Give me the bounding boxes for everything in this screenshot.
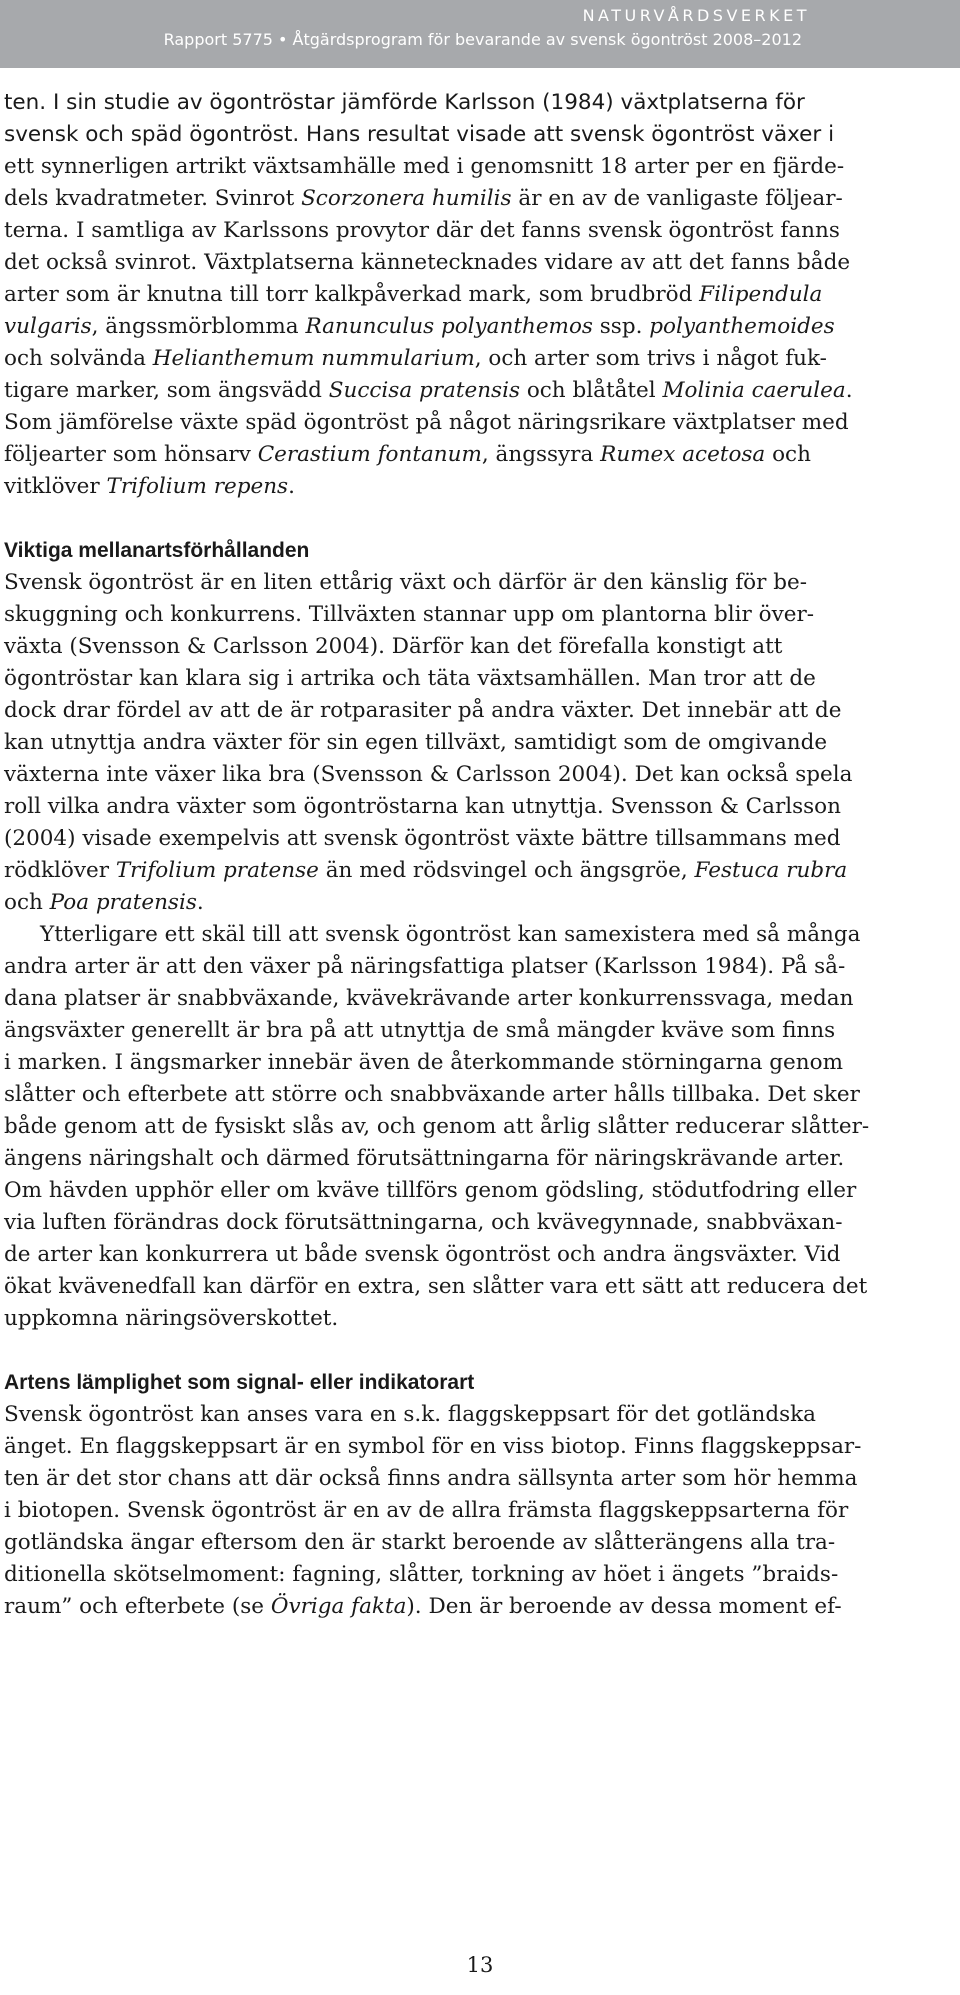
text-line: de arter kan konkurrera ut både svensk ögontröst och andra ängsväxter. Vid: [4, 1242, 841, 1267]
text-line: både genom att de fysiskt slås av, och genom att årlig slåtter reducerar slåtter-: [4, 1114, 870, 1139]
section-heading: Viktiga mellanartsförhållanden: [4, 539, 310, 562]
section-interspecific-relations: [0, 535, 940, 1335]
text-line: ökat kvävenedfall kan därför en extra, sen slåtter vara ett sätt att reducera det: [4, 1274, 868, 1299]
spacer: [0, 503, 940, 535]
text-line: ögontröstar kan klara sig i artrika och täta växtsamhällen. Man tror att de: [4, 666, 816, 691]
text-line: vulgaris, ängssmörblomma Ranunculus polyanthemos ssp. polyanthemoides: [4, 314, 835, 339]
text-line: dels kvadratmeter. Svinrot Scorzonera humilis är en av de vanligaste följear-: [4, 186, 843, 211]
text-line: andra arter är att den växer på näringsfattiga platser (Karlsson 1984). På så-: [4, 954, 846, 979]
text-line: slåtter och efterbete att större och snabbväxande arter hålls tillbaka. Det sker: [4, 1082, 860, 1107]
text-line: ditionella skötselmoment: fagning, slåtter, torkning av höet i ängets ”braids-: [4, 1562, 839, 1587]
text-line: Om hävden upphör eller om kväve tillförs genom gödsling, stödutfodring eller: [4, 1178, 857, 1203]
text-line: i biotopen. Svensk ögontröst är en av de allra främsta flaggskeppsarterna för: [4, 1498, 849, 1523]
text-line: växta (Svensson & Carlsson 2004). Därför kan det förefalla konstigt att: [4, 634, 783, 659]
text-line: (2004) visade exempelvis att svensk ögontröst växte bättre tillsammans med: [4, 826, 841, 851]
text-line: via luften förändras dock förutsättningarna, och kvävegynnade, snabbväxan-: [4, 1210, 843, 1235]
text-line: svensk och späd ögontröst. Hans resultat visade att svensk ögontröst växer i: [4, 122, 835, 147]
text-line: Som jämförelse växte späd ögontröst på något näringsrikare växtplatser med: [4, 410, 849, 435]
text-line: skuggning och konkurrens. Tillväxten stannar upp om plantorna blir över-: [4, 602, 815, 627]
text-line: kan utnyttja andra växter för sin egen tillväxt, samtidigt som de omgivande: [4, 730, 828, 755]
text-line: roll vilka andra växter som ögontröstarna kan utnyttja. Svensson & Carlsson: [4, 794, 841, 819]
text-line: änget. En flaggskeppsart är en symbol för en viss biotop. Finns flaggskeppsar-: [4, 1434, 862, 1459]
text-line: Ytterligare ett skäl till att svensk ögontröst kan samexistera med så många: [40, 922, 861, 947]
text-line: uppkomna näringsöverskottet.: [4, 1306, 339, 1331]
text-line: tigare marker, som ängsvädd Succisa pratensis och blåtåtel Molinia caerulea.: [4, 378, 853, 403]
text-line: växterna inte växer lika bra (Svensson & Carlsson 2004). Det kan också spela: [4, 762, 853, 787]
header-report-title: Rapport 5775 • Åtgärdsprogram för bevarande av svensk ögontröst 2008–2012: [163, 30, 802, 49]
section-indicator-species: [0, 1367, 940, 1623]
text-line: ängsväxter generellt är bra på att utnyttja de små mängder kväve som finns: [4, 1018, 836, 1043]
text-line: vitklöver Trifolium repens.: [4, 474, 295, 499]
text-line: dock drar fördel av att de är rotparasiter på andra växter. Det innebär att de: [4, 698, 842, 723]
text-line: terna. I samtliga av Karlssons provytor där det fanns svensk ögontröst fanns: [4, 218, 840, 243]
text-line: ten. I sin studie av ögontröstar jämförde Karlsson (1984) växtplatserna för: [4, 90, 805, 115]
text-line: det också svinrot. Växtplatserna kännetecknades vidare av att det fanns både: [4, 250, 851, 275]
text-line: Svensk ögontröst kan anses vara en s.k. flaggskeppsart för det gotländska: [4, 1402, 816, 1427]
section-heading: Artens lämplighet som signal- eller indikatorart: [4, 1371, 475, 1394]
spacer: [0, 1335, 940, 1367]
text-line: Svensk ögontröst är en liten ettårig växt och därför är den känslig för be-: [4, 570, 807, 595]
text-line: rödklöver Trifolium pratense än med rödsvingel och ängsgröe, Festuca rubra: [4, 858, 848, 883]
text-line: raum” och efterbete (se Övriga fakta). Den är beroende av dessa moment ef-: [4, 1594, 842, 1619]
paragraph-habitat: [0, 87, 940, 503]
text-line: gotländska ängar eftersom den är starkt beroende av slåtterängens alla tra-: [4, 1530, 836, 1555]
text-line: följearter som hönsarv Cerastium fontanum, ängssyra Rumex acetosa och: [4, 442, 811, 467]
page-body: [0, 87, 940, 1623]
text-line: och solvända Helianthemum nummularium, och arter som trivs i något fuk-: [4, 346, 827, 371]
text-line: dana platser är snabbväxande, kvävekrävande arter konkurrenssvaga, medan: [4, 986, 854, 1011]
page-number: 13: [466, 1953, 494, 1977]
text-line: ett synnerligen artrikt växtsamhälle med i genomsnitt 18 arter per en fjärde-: [4, 154, 845, 179]
text-line: i marken. I ängsmarker innebär även de återkommande störningarna genom: [4, 1050, 843, 1075]
header-organization: NATURVÅRDSVERKET: [582, 6, 810, 25]
text-line: ängens näringshalt och därmed förutsättningarna för näringskrävande arter.: [4, 1146, 845, 1171]
report-header: [0, 0, 960, 68]
text-line: arter som är knutna till torr kalkpåverkad mark, som brudbröd Filipendula: [4, 282, 823, 307]
text-line: ten är det stor chans att där också finns andra sällsynta arter som hör hemma: [4, 1466, 858, 1491]
text-line: och Poa pratensis.: [4, 890, 204, 915]
